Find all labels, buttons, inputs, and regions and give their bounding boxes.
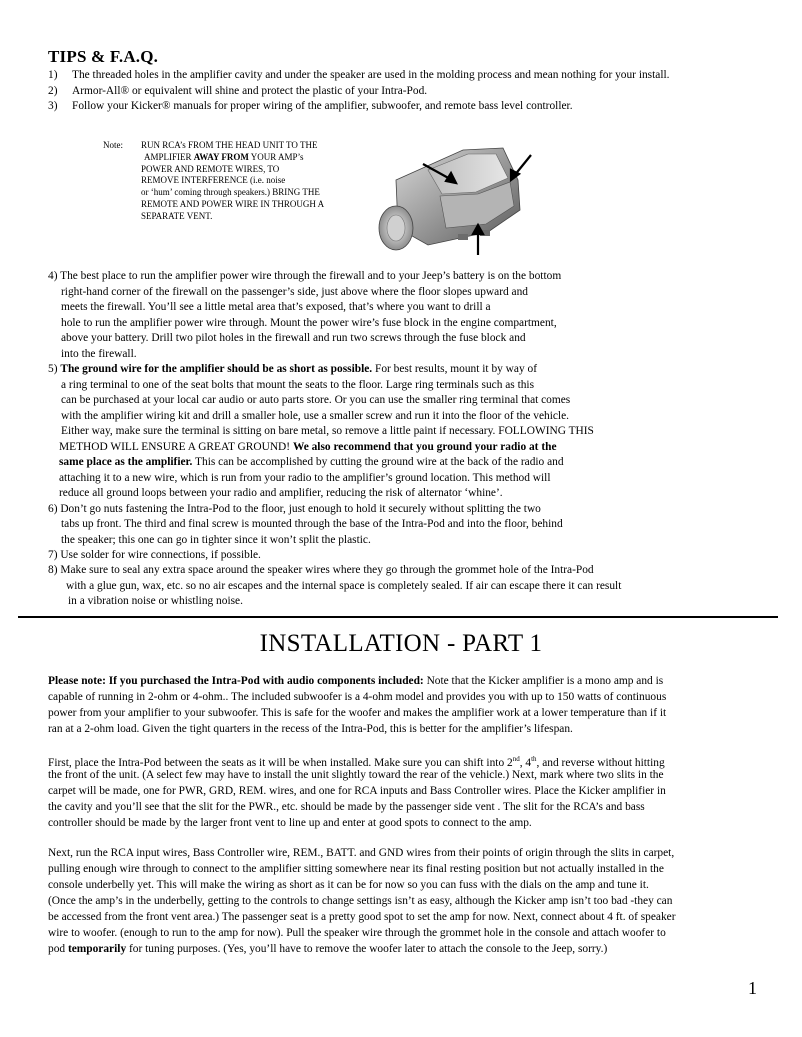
tip-item-5-line-5: Either way, make sure the terminal is sitting on bare metal, so remove a little paint if necessary. FOLLOWING THIS: [61, 425, 594, 437]
tip-item-6-line-3: the speaker; this one can go in tighter since it won’t split the plastic.: [61, 534, 371, 546]
tip-item-5-line-2: a ring terminal to one of the seat bolts that mount the seats to the floor. Large ring terminals such as this: [61, 379, 535, 391]
install-p3-line-6: wire to woofer. (enough to run to the amp for now). Pull the speaker wire through the grommet hole in the console and attach woofer to: [48, 927, 666, 939]
tip-item-8-line-1: 8) Make sure to seal any extra space around the speaker wires where they go through the grommet hole of the Intra-Pod: [48, 564, 594, 576]
install-p2-line-5: controller should be made by the larger front vent to line up and enter at good spots to connect to the amp.: [48, 817, 532, 829]
install-p3-line-4: (Once the amp’s in the underbelly, getting to the controls to change settings isn’t as easy, although the Kicker amp isn’t too bad -they can: [48, 895, 673, 907]
tip-item-4-line-6: into the firewall.: [61, 348, 137, 360]
tip-item-2: [48, 84, 428, 100]
intra-pod-figure: [368, 140, 558, 265]
install-p3-line-3: console underbelly yet. This will make the wiring as short as it can be for now so you can fuss with the dials on the amp and tune it.: [48, 879, 649, 891]
note-line-1: RUN RCA’s FROM THE HEAD UNIT TO THE: [141, 140, 318, 150]
install-p1-line-3: power from your amplifier to your subwoofer. This is safe for the woofer and makes the amplifier work at a lower temperature than if it: [48, 707, 667, 719]
tip-item-2-text: Armor-All® or equivalent will shine and protect the plastic of your Intra-Pod.: [72, 85, 428, 97]
note-text: [141, 140, 324, 223]
tip-item-6-line-1: 6) Don’t go nuts fastening the Intra-Pod to the floor, just enough to hold it securely without splitting the two: [48, 503, 541, 515]
install-p2-line-2: the front of the unit. (A select few may have to install the unit slightly toward the rear of the vehicle.) Next, mark where two slits in the: [48, 769, 664, 781]
tip-item-4-line-4: hole to run the amplifier power wire through. Mount the power wire’s fuse block in the engine compartment,: [61, 317, 557, 329]
note-line-3: POWER AND REMOTE WIRES, TO: [141, 163, 280, 174]
install-p1-line-1: Please note: If you purchased the Intra-Pod with audio components included: Note that the Kicker amplifier is a mono amp and is: [48, 675, 664, 687]
note-line-5: or ‘hum’ coming through speakers.) BRING THE: [141, 187, 320, 198]
tip-item-8-line-3: in a vibration noise or whistling noise.: [68, 595, 243, 607]
tip-item-5-line-3: can be purchased at your local car audio or auto parts store. Or you can use the smaller ring terminal that comes: [61, 394, 571, 406]
install-p1-line-4: ran at a 2-ohm load. Given the tight quarters in the recess of the Intra-Pod, this is better for the amplifier’s lifespan.: [48, 723, 573, 735]
install-p2-line-3: carpet will be made, one for PWR, GRD, REM. wires, and one for RCA inputs and Bass Controller wires. Place the Kicker amplifier in: [48, 785, 666, 797]
tip-item-3-num: 3): [48, 100, 58, 112]
tip-item-4-line-1: 4) The best place to run the amplifier power wire through the firewall and to your Jeep’s battery is on the bottom: [48, 270, 562, 282]
tip-item-5-line-9: reduce all ground loops between your radio and amplifier, reducing the risk of alternator ‘whine’.: [59, 487, 503, 499]
install-p2-line-4: the cavity and you’ll see that the slit for the PWR., etc. should be made by the passenger side vent . The slit for the RCA’s and bass: [48, 801, 645, 813]
tip-item-5-line-7: same place as the amplifier. This can be accomplished by cutting the ground wire at the back of the radio and: [59, 456, 564, 468]
tip-item-3: [48, 99, 573, 115]
tip-item-8-line-2: with a glue gun, wax, etc. so no air escapes and the internal space is completely sealed. If air can escape there it can result: [66, 580, 622, 592]
tip-item-6-line-2: tabs up front. The third and final screw is mounted through the base of the Intra-Pod and into the floor, behind: [61, 518, 563, 530]
note-line-4: REMOVE INTERFERENCE (i.e. noise: [141, 175, 286, 186]
install-p3-line-2: pulling enough wire through to connect to the amplifier sitting somewhere near its final resting position but not actually installed in the: [48, 863, 664, 875]
tip-item-4-line-2: right-hand corner of the firewall on the passenger’s side, just above where the floor slopes upward and: [61, 286, 528, 298]
pod-tab-1: [458, 234, 468, 240]
install-p2-line-1: First, place the Intra-Pod between the seats as it will be when installed. Make sure you can shift into 2nd, 4th, and reverse without hitting: [48, 755, 665, 769]
tip-item-2-num: 2): [48, 85, 58, 97]
tip-item-3-text: Follow your Kicker® manuals for proper wiring of the amplifier, subwoofer, and remote bass level controller.: [72, 100, 573, 112]
tip-item-4-line-5: above your battery. Drill two pilot holes in the firewall and run two screws through the fuse block and: [61, 332, 526, 344]
tip-item-5-line-6: METHOD WILL ENSURE A GREAT GROUND! We also recommend that you ground your radio at the: [59, 441, 557, 453]
page-number: 1: [748, 978, 757, 998]
tip-item-4-line-3: meets the firewall. You’ll see a little metal area that’s exposed, that’s where you want to drill a: [61, 301, 491, 313]
install-p3-line-7: pod temporarily for tuning purposes. (Yes, you’ll have to remove the woofer later to attach the console to the Jeep, sorry.): [48, 943, 608, 955]
tip-item-5-line-8: attaching it to a new wire, which is run from your radio to the amplifier’s ground location. This method will: [59, 472, 551, 484]
install-p3-line-1: Next, run the RCA input wires, Bass Controller wire, REM., BATT. and GND wires from their points of origin through the slits in carpet,: [48, 847, 675, 859]
tip-item-1-num: 1): [48, 69, 58, 81]
tip-item-1-text: The threaded holes in the amplifier cavity and under the speaker are used in the molding process and mean nothing for your install.: [72, 69, 670, 81]
note-line-6: REMOTE AND POWER WIRE IN THROUGH A: [141, 198, 325, 209]
installation-title: INSTALLATION - PART 1: [259, 630, 543, 657]
note-label: Note:: [103, 140, 123, 150]
front-vent-inner: [387, 215, 405, 241]
install-p1-line-2: capable of running in 2-ohm or 4-ohm.. The included subwoofer is a 4-ohm model and provides you with up to 150 watts of continuous: [48, 691, 667, 703]
install-p3-line-5: be accessed from the front vent area.) The passenger seat is a pretty good spot to set the amp for now. Next, connect about 4 ft. of speaker: [48, 911, 676, 923]
section-divider: [18, 616, 778, 618]
tip-item-7-line-1: 7) Use solder for wire connections, if possible.: [48, 549, 261, 561]
tip-item-5-line-1: 5) The ground wire for the amplifier should be as short as possible. For best results, mount it by way of: [48, 363, 537, 375]
tip-item-5-line-4: with the amplifier wiring kit and drill a smaller hole, use a smaller screw and run it into the floor of the vehicle.: [61, 410, 570, 422]
tips-title: TIPS & F.A.Q.: [48, 47, 159, 66]
note-line-2: AMPLIFIER AWAY FROM YOUR AMP’s: [144, 151, 304, 162]
note-line-7: SEPARATE VENT.: [141, 210, 213, 221]
tip-item-1: [48, 68, 670, 84]
